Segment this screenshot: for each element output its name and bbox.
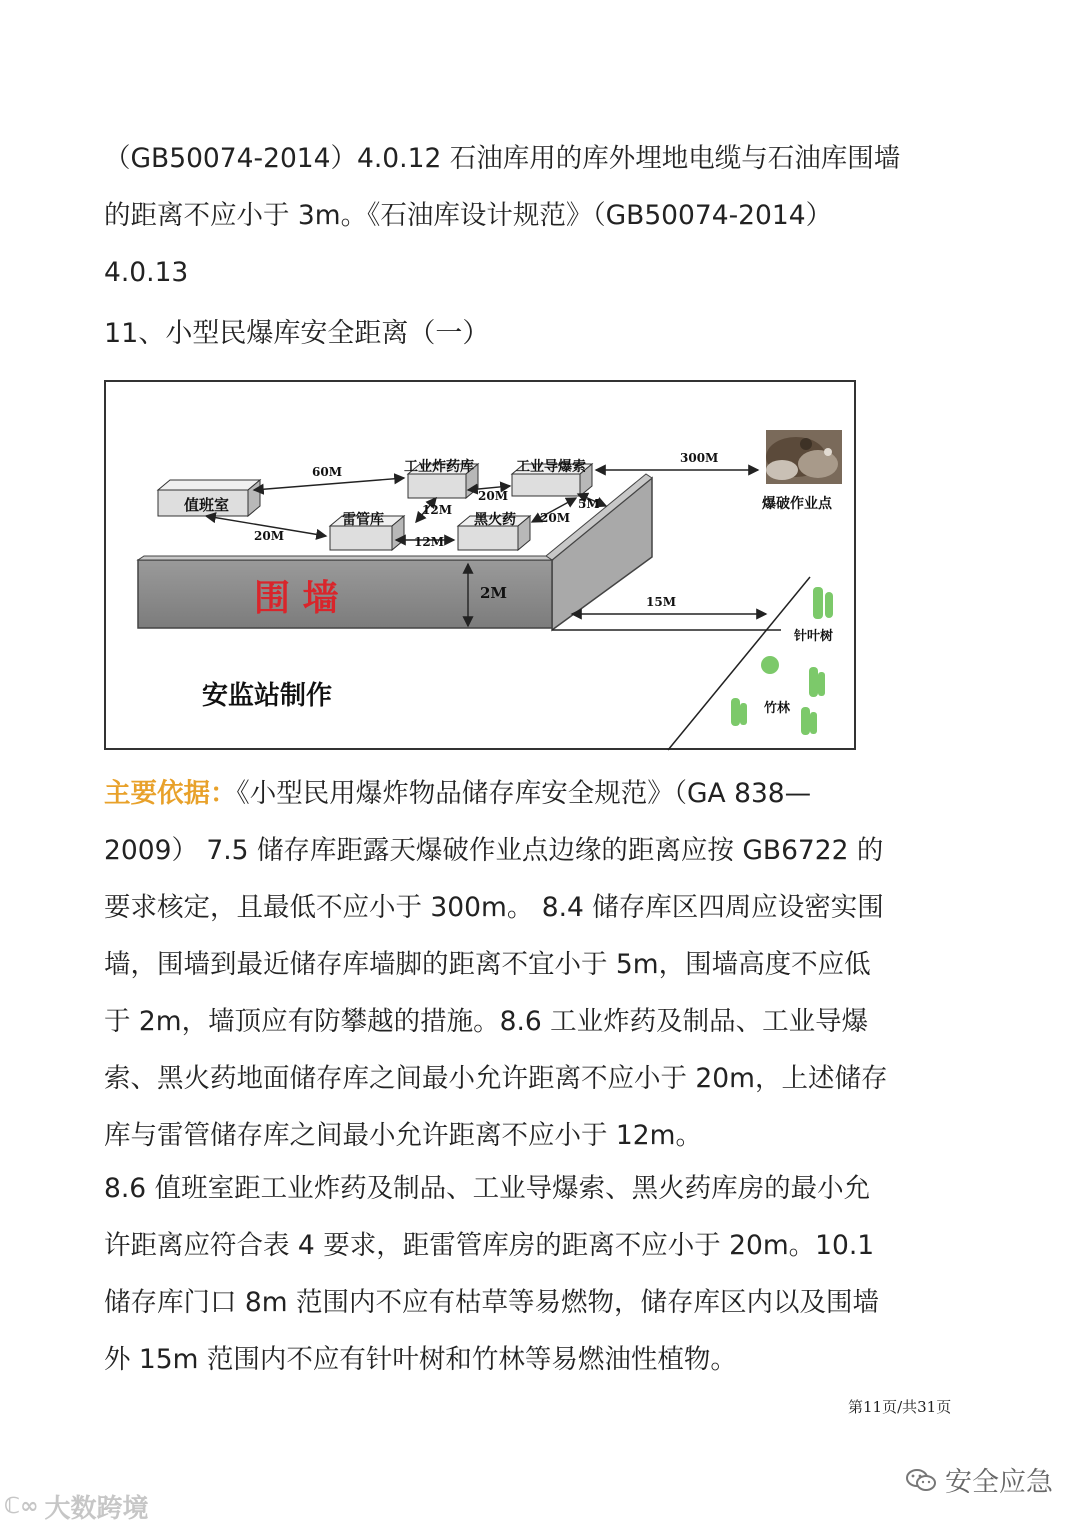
wall-side: [552, 478, 652, 630]
distance-12m-bottom: 12M: [414, 535, 444, 549]
wall-label: 围 墙: [254, 577, 339, 619]
basis-paragraph: [104, 765, 964, 1164]
intro-paragraph: [104, 130, 964, 301]
distance-20m-right: 20M: [540, 511, 570, 525]
watermark: [4, 1488, 149, 1525]
text-line: 要求核定，且最低不应小于 300m。 8.4 储存库区四周应设密实围: [104, 892, 884, 923]
section-title: 11、小型民爆库安全距离（一）: [104, 318, 490, 349]
text-line: 外 15m 范围内不应有针叶树和竹林等易燃油性植物。: [104, 1344, 737, 1375]
watermark-logo-icon: ℂ∞: [4, 1494, 39, 1519]
distance-15m: 15M: [646, 595, 676, 609]
text-line: 8.6 值班室距工业炸药及制品、工业导爆索、黑火药库房的最小允: [104, 1173, 871, 1204]
blast-site-image: [766, 430, 842, 484]
text-line: 2009） 7.5 储存库距露天爆破作业点边缘的距离应按 GB6722 的: [104, 835, 884, 866]
text-line: 储存库门口 8m 范围内不应有枯草等易燃物，储存库区内以及围墙: [104, 1287, 880, 1318]
text-line: 于 2m，墙顶应有防攀越的措施。8.6 工业炸药及制品、工业导爆: [104, 1006, 869, 1037]
brand-mark: [905, 1460, 1053, 1499]
text-line: [104, 765, 964, 822]
distance-60m: 60M: [312, 465, 342, 479]
label-detonator-store: 雷管库: [342, 512, 384, 528]
label-explosive-store: 工业炸药库: [404, 459, 474, 475]
text-line: （GB50074-2014）4.0.12 石油库用的库外埋地电缆与石油库围墙: [104, 143, 901, 174]
text-line: 4.0.13: [104, 257, 189, 288]
label-blast-site: 爆破作业点: [762, 496, 832, 512]
text-line: 墙，围墙到最近储存库墙脚的距离不宜小于 5m，围墙高度不应低: [104, 949, 871, 980]
figure-credit: 安监站制作: [202, 681, 333, 711]
regulation-paragraph: [104, 1160, 964, 1388]
distance-20m-left: 20M: [254, 529, 284, 543]
text-line: 许距离应符合表 4 要求，距雷管库房的距离不应小于 20m。10.1: [104, 1230, 875, 1261]
page-number: 第11页/共31页: [848, 1398, 952, 1416]
label-black-powder-store: 黑火药: [474, 512, 516, 528]
label-detonating-cord-store: 工业导爆索: [516, 459, 586, 475]
label-conifer: 针叶树: [794, 629, 834, 644]
distance-5m: 5M: [578, 497, 600, 511]
basis-label: 主要依据：: [104, 778, 237, 809]
wechat-icon: [905, 1468, 937, 1492]
watermark-text: 大数跨境: [44, 1494, 149, 1524]
label-duty-room: 值班室: [184, 496, 230, 514]
text-line: 索、黑火药地面储存库之间最小允许距离不应小于 20m，上述储存: [104, 1063, 888, 1094]
text-line: 的距离不应小于 3m。《石油库设计规范》（GB50074-2014）: [104, 200, 833, 231]
distance-12m-vertical: 12M: [422, 503, 452, 517]
basis-first-line: 《小型民用爆炸物品储存库安全规范》（GA 838—: [236, 778, 812, 809]
label-bamboo: 竹林: [764, 701, 791, 716]
brand-name: 安全应急: [945, 1467, 1053, 1498]
distance-20m-top: 20M: [478, 489, 508, 503]
distance-300m: 300M: [680, 451, 719, 465]
text-line: 库与雷管储存库之间最小允许距离不应小于 12m。: [104, 1120, 702, 1151]
distance-wall-height: 2M: [480, 584, 508, 602]
safety-distance-diagram: [104, 380, 856, 750]
